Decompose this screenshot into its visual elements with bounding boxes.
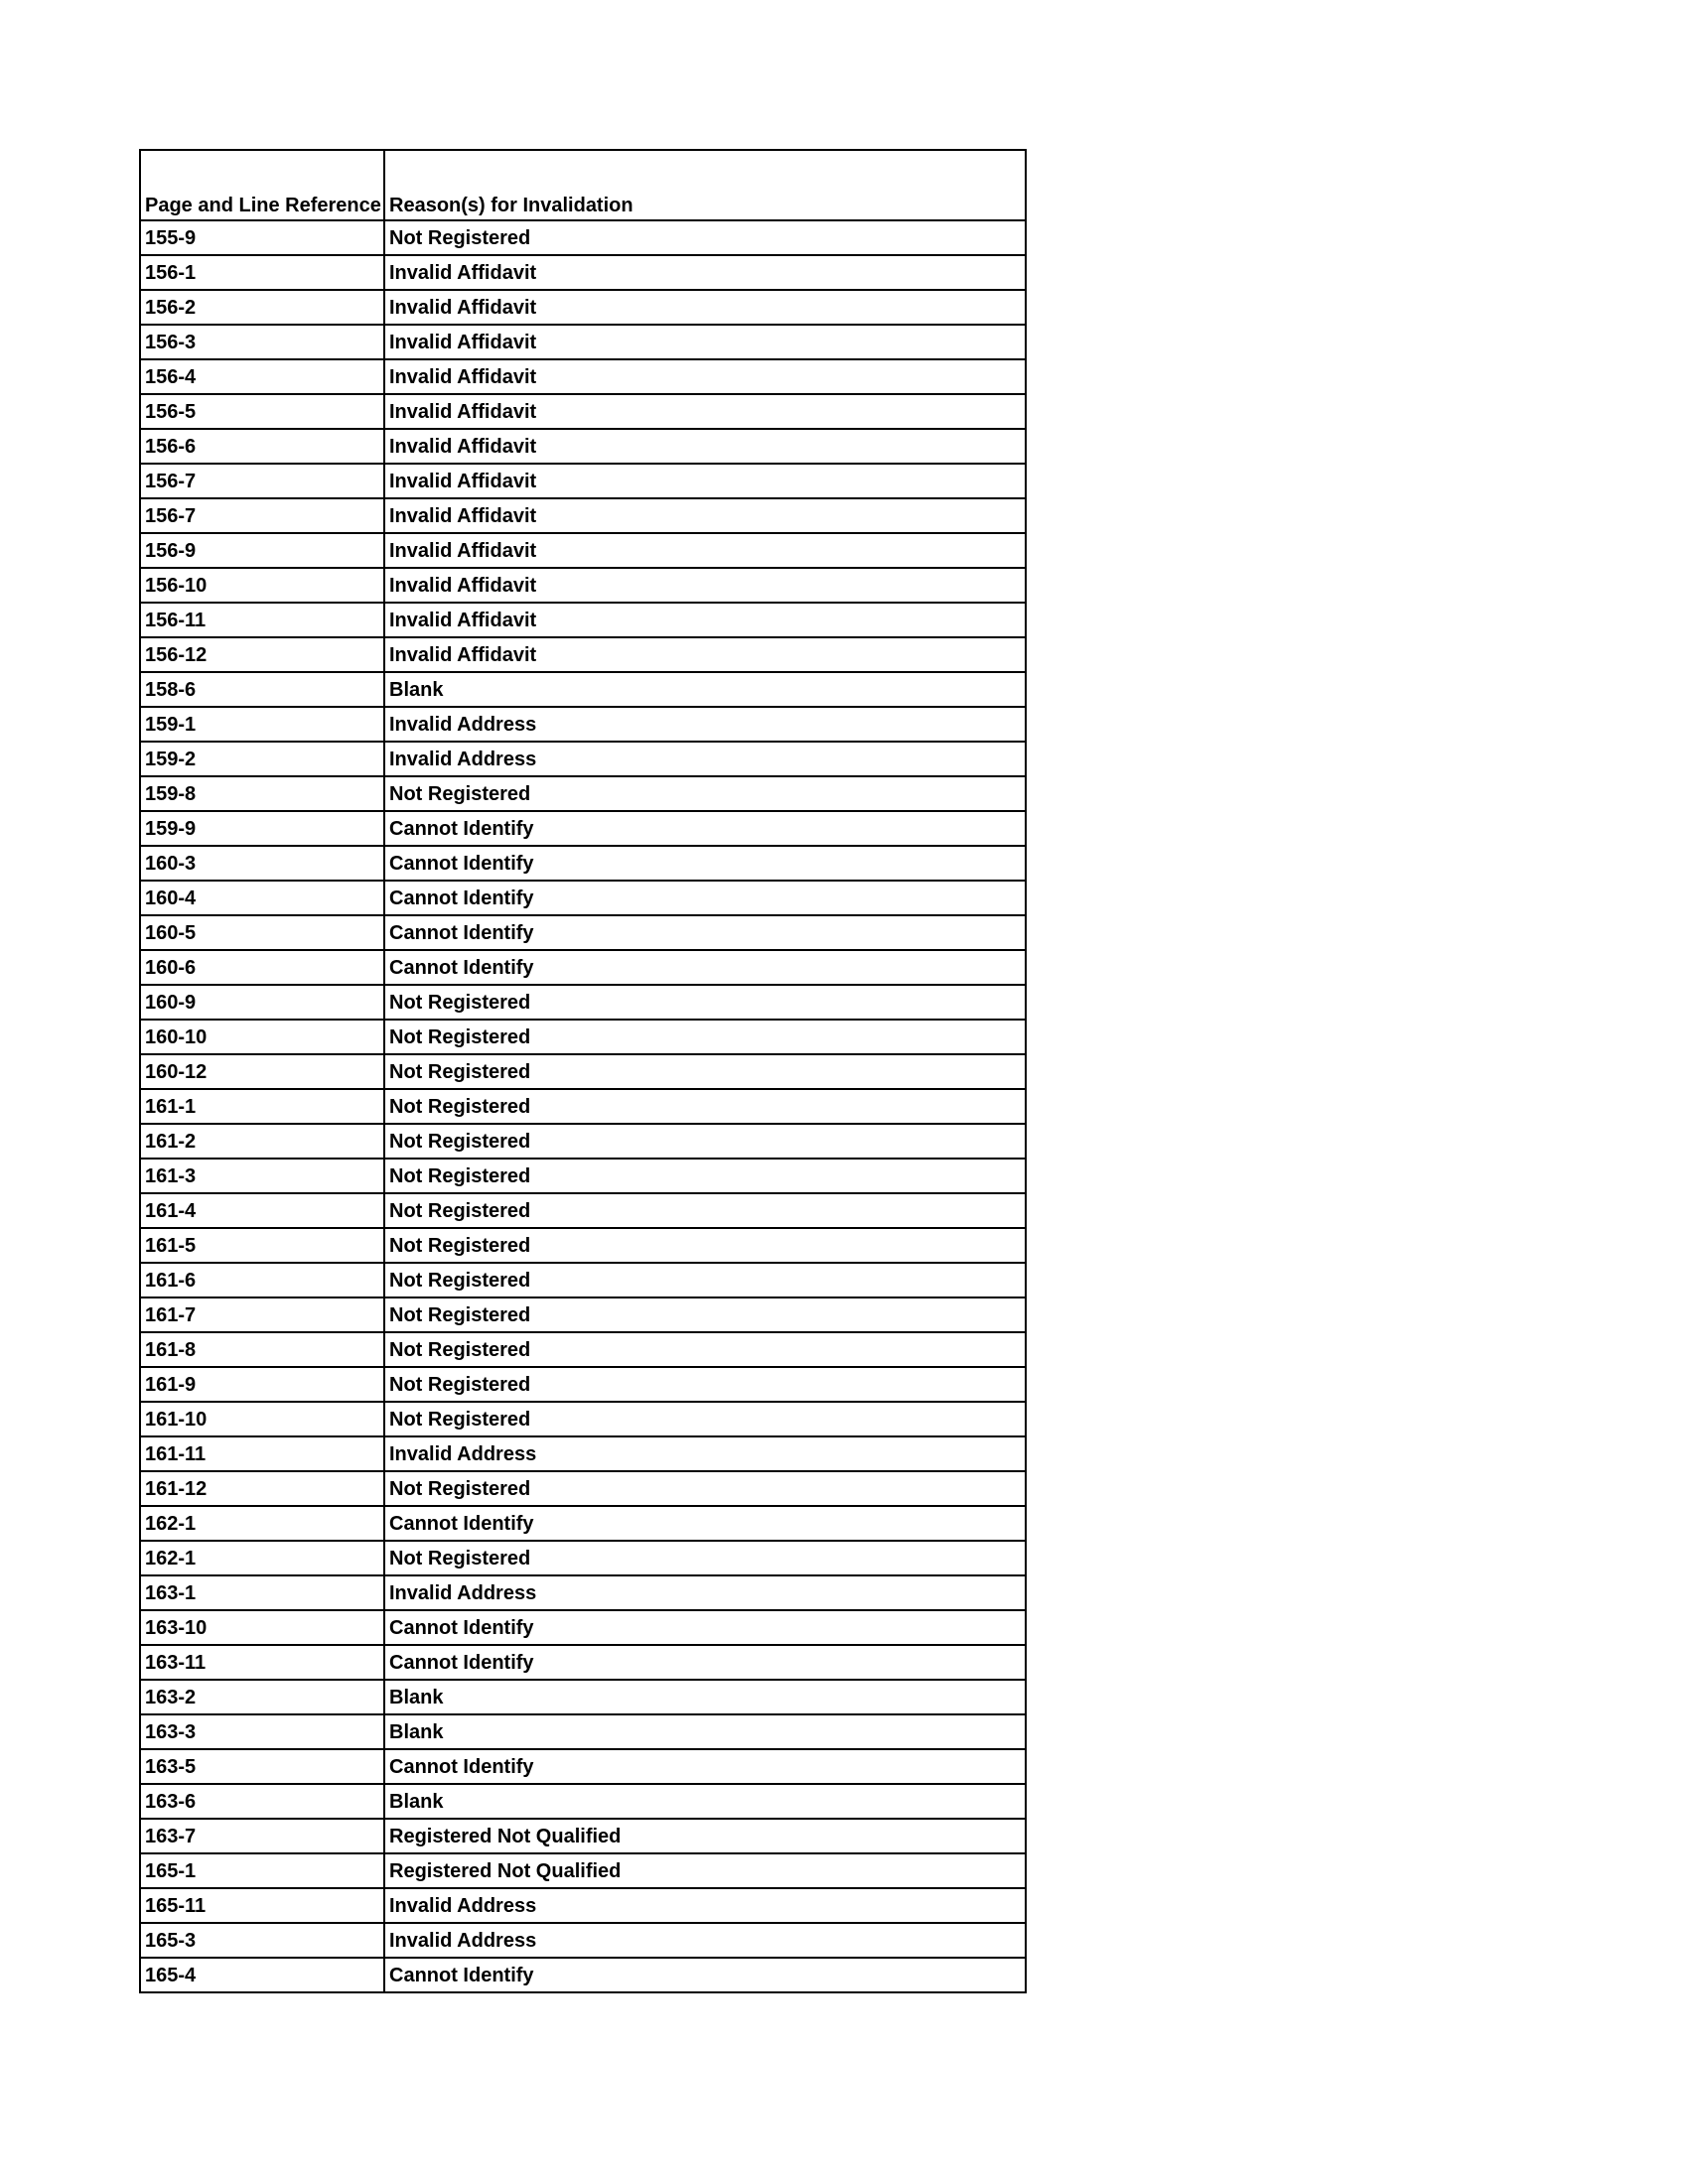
page-line-reference-cell: 156-4 <box>140 359 384 394</box>
page-line-reference-cell: 161-2 <box>140 1124 384 1159</box>
invalidation-reason-cell: Invalid Affidavit <box>384 394 1026 429</box>
invalidation-reason-cell: Not Registered <box>384 1124 1026 1159</box>
invalidation-reason-cell: Cannot Identify <box>384 1645 1026 1680</box>
table-row <box>140 1749 1026 1784</box>
invalidation-reason-cell: Not Registered <box>384 1054 1026 1089</box>
table-row <box>140 1020 1026 1054</box>
invalidation-reason-cell: Invalid Address <box>384 1888 1026 1923</box>
page-line-reference-cell: 155-9 <box>140 220 384 255</box>
table-row <box>140 1923 1026 1958</box>
invalidation-reason-cell: Not Registered <box>384 1193 1026 1228</box>
table-row <box>140 498 1026 533</box>
table-row <box>140 1054 1026 1089</box>
invalidation-reason-cell: Cannot Identify <box>384 950 1026 985</box>
page-line-reference-cell: 163-10 <box>140 1610 384 1645</box>
page-line-reference-cell: 156-7 <box>140 464 384 498</box>
table-row <box>140 1124 1026 1159</box>
table-row <box>140 950 1026 985</box>
table-row <box>140 1471 1026 1506</box>
table-row <box>140 1436 1026 1471</box>
invalidation-reason-cell: Blank <box>384 1714 1026 1749</box>
page-line-reference-cell: 160-12 <box>140 1054 384 1089</box>
page-line-reference-cell: 165-11 <box>140 1888 384 1923</box>
invalidation-reason-cell: Invalid Affidavit <box>384 290 1026 325</box>
page-line-reference-cell: 165-4 <box>140 1958 384 1992</box>
header-page-line-reference: Page and Line Reference <box>140 150 384 220</box>
invalidation-reason-cell: Invalid Affidavit <box>384 637 1026 672</box>
page-line-reference-cell: 159-9 <box>140 811 384 846</box>
invalidation-reason-cell: Not Registered <box>384 776 1026 811</box>
invalidation-reason-cell: Invalid Address <box>384 707 1026 742</box>
table-row <box>140 603 1026 637</box>
page-line-reference-cell: 160-4 <box>140 881 384 915</box>
table-row <box>140 1089 1026 1124</box>
invalidation-reason-cell: Cannot Identify <box>384 1749 1026 1784</box>
page-line-reference-cell: 161-6 <box>140 1263 384 1297</box>
page-line-reference-cell: 161-7 <box>140 1297 384 1332</box>
invalidation-reason-cell: Invalid Address <box>384 742 1026 776</box>
invalidation-reason-cell: Not Registered <box>384 1089 1026 1124</box>
page-line-reference-cell: 161-1 <box>140 1089 384 1124</box>
table-row <box>140 985 1026 1020</box>
page-line-reference-cell: 159-2 <box>140 742 384 776</box>
page-line-reference-cell: 163-5 <box>140 1749 384 1784</box>
invalidation-reason-cell: Invalid Affidavit <box>384 429 1026 464</box>
table-row <box>140 1888 1026 1923</box>
table-row <box>140 464 1026 498</box>
page-line-reference-cell: 165-3 <box>140 1923 384 1958</box>
page-line-reference-cell: 161-12 <box>140 1471 384 1506</box>
page-line-reference-cell: 156-6 <box>140 429 384 464</box>
invalidation-reason-cell: Not Registered <box>384 1159 1026 1193</box>
page-line-reference-cell: 161-8 <box>140 1332 384 1367</box>
page-line-reference-cell: 165-1 <box>140 1853 384 1888</box>
table-row <box>140 429 1026 464</box>
page-line-reference-cell: 156-5 <box>140 394 384 429</box>
table-row <box>140 1575 1026 1610</box>
invalidation-reason-cell: Invalid Address <box>384 1923 1026 1958</box>
invalidation-reason-cell: Not Registered <box>384 1402 1026 1436</box>
table-row <box>140 1159 1026 1193</box>
table-row <box>140 846 1026 881</box>
page-line-reference-cell: 156-10 <box>140 568 384 603</box>
table-row <box>140 1680 1026 1714</box>
table-row <box>140 325 1026 359</box>
page-line-reference-cell: 156-11 <box>140 603 384 637</box>
invalidation-reason-cell: Blank <box>384 1680 1026 1714</box>
table-row <box>140 1784 1026 1819</box>
page-line-reference-cell: 159-1 <box>140 707 384 742</box>
table-row <box>140 1541 1026 1575</box>
invalidation-reason-cell: Not Registered <box>384 220 1026 255</box>
page-line-reference-cell: 162-1 <box>140 1506 384 1541</box>
page-line-reference-cell: 163-11 <box>140 1645 384 1680</box>
table-row <box>140 637 1026 672</box>
table-row <box>140 255 1026 290</box>
invalidation-reason-cell: Not Registered <box>384 1020 1026 1054</box>
invalidation-reason-cell: Invalid Affidavit <box>384 568 1026 603</box>
table-row <box>140 1193 1026 1228</box>
page-line-reference-cell: 160-3 <box>140 846 384 881</box>
invalidation-reason-cell: Not Registered <box>384 985 1026 1020</box>
page-line-reference-cell: 161-11 <box>140 1436 384 1471</box>
page-line-reference-cell: 161-4 <box>140 1193 384 1228</box>
page-line-reference-cell: 156-1 <box>140 255 384 290</box>
page-line-reference-cell: 163-6 <box>140 1784 384 1819</box>
page-line-reference-cell: 156-7 <box>140 498 384 533</box>
header-reasons-for-invalidation: Reason(s) for Invalidation <box>384 150 1026 220</box>
page-line-reference-cell: 163-3 <box>140 1714 384 1749</box>
table-row <box>140 881 1026 915</box>
table-row <box>140 811 1026 846</box>
table-row <box>140 568 1026 603</box>
invalidation-reason-cell: Not Registered <box>384 1367 1026 1402</box>
invalidation-reason-cell: Registered Not Qualified <box>384 1853 1026 1888</box>
invalidation-reason-cell: Cannot Identify <box>384 1506 1026 1541</box>
table-row <box>140 1714 1026 1749</box>
table-row <box>140 1819 1026 1853</box>
table-body <box>140 220 1026 1992</box>
table-row <box>140 776 1026 811</box>
invalidation-reason-cell: Invalid Affidavit <box>384 464 1026 498</box>
table-row <box>140 1402 1026 1436</box>
invalidation-reason-cell: Blank <box>384 672 1026 707</box>
table-row <box>140 1263 1026 1297</box>
page-line-reference-cell: 163-1 <box>140 1575 384 1610</box>
table-row <box>140 1958 1026 1992</box>
table-row <box>140 1367 1026 1402</box>
table-row <box>140 533 1026 568</box>
page-line-reference-cell: 163-7 <box>140 1819 384 1853</box>
invalidation-reason-cell: Registered Not Qualified <box>384 1819 1026 1853</box>
table-row <box>140 359 1026 394</box>
invalidation-reason-cell: Not Registered <box>384 1228 1026 1263</box>
invalidation-reason-cell: Invalid Affidavit <box>384 498 1026 533</box>
table-row <box>140 1610 1026 1645</box>
invalidation-reason-cell: Not Registered <box>384 1297 1026 1332</box>
invalidation-reason-cell: Cannot Identify <box>384 1958 1026 1992</box>
invalidation-reason-cell: Invalid Address <box>384 1436 1026 1471</box>
invalidation-reason-cell: Not Registered <box>384 1471 1026 1506</box>
invalidation-reason-cell: Invalid Affidavit <box>384 255 1026 290</box>
page-line-reference-cell: 161-5 <box>140 1228 384 1263</box>
page-line-reference-cell: 156-9 <box>140 533 384 568</box>
table-row <box>140 394 1026 429</box>
page-line-reference-cell: 159-8 <box>140 776 384 811</box>
invalidation-reason-cell: Cannot Identify <box>384 1610 1026 1645</box>
invalidation-reason-cell: Invalid Affidavit <box>384 533 1026 568</box>
page-line-reference-cell: 156-12 <box>140 637 384 672</box>
page-line-reference-cell: 160-5 <box>140 915 384 950</box>
page-line-reference-cell: 160-6 <box>140 950 384 985</box>
header-row <box>140 150 1026 220</box>
table-row <box>140 290 1026 325</box>
page-line-reference-cell: 161-10 <box>140 1402 384 1436</box>
invalidation-reason-cell: Invalid Affidavit <box>384 603 1026 637</box>
invalidation-reason-cell: Cannot Identify <box>384 811 1026 846</box>
table-row <box>140 1853 1026 1888</box>
page-line-reference-cell: 161-9 <box>140 1367 384 1402</box>
table-row <box>140 1228 1026 1263</box>
invalidation-reason-cell: Not Registered <box>384 1332 1026 1367</box>
table-row <box>140 220 1026 255</box>
page-line-reference-cell: 162-1 <box>140 1541 384 1575</box>
page-line-reference-cell: 163-2 <box>140 1680 384 1714</box>
page-line-reference-cell: 156-3 <box>140 325 384 359</box>
page-line-reference-cell: 161-3 <box>140 1159 384 1193</box>
page-line-reference-cell: 156-2 <box>140 290 384 325</box>
table-row <box>140 1297 1026 1332</box>
table-row <box>140 1645 1026 1680</box>
invalidation-reason-cell: Cannot Identify <box>384 881 1026 915</box>
invalidation-table <box>139 149 1027 1993</box>
table-row <box>140 915 1026 950</box>
table-row <box>140 672 1026 707</box>
invalidation-reason-cell: Not Registered <box>384 1541 1026 1575</box>
table-row <box>140 1332 1026 1367</box>
table-row <box>140 707 1026 742</box>
invalidation-reason-cell: Not Registered <box>384 1263 1026 1297</box>
page-line-reference-cell: 158-6 <box>140 672 384 707</box>
invalidation-reason-cell: Cannot Identify <box>384 915 1026 950</box>
table-row <box>140 742 1026 776</box>
page-line-reference-cell: 160-9 <box>140 985 384 1020</box>
invalidation-reason-cell: Invalid Affidavit <box>384 359 1026 394</box>
invalidation-reason-cell: Invalid Affidavit <box>384 325 1026 359</box>
invalidation-reason-cell: Blank <box>384 1784 1026 1819</box>
invalidation-reason-cell: Cannot Identify <box>384 846 1026 881</box>
page-line-reference-cell: 160-10 <box>140 1020 384 1054</box>
invalidation-reason-cell: Invalid Address <box>384 1575 1026 1610</box>
table-row <box>140 1506 1026 1541</box>
